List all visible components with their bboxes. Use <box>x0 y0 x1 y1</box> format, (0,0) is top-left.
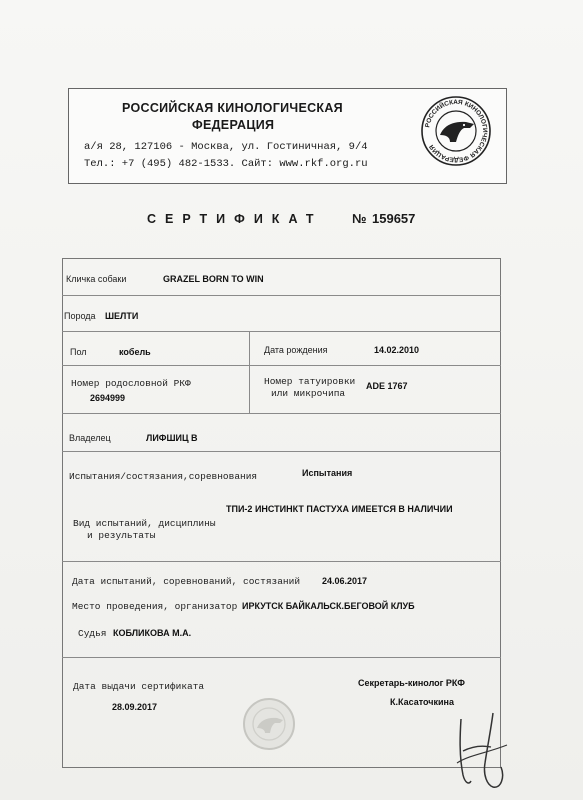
dob-label: Дата рождения <box>264 345 328 355</box>
row-divider <box>62 657 501 658</box>
row-divider <box>62 295 501 296</box>
column-divider <box>249 331 250 413</box>
tattoo-label-line1: Номер татуировки <box>264 376 356 387</box>
org-address: а/я 28, 127106 - Москва, ул. Гостиничная, 9/4 <box>84 141 368 153</box>
row-divider <box>62 451 501 452</box>
org-name-line1: РОССИЙСКАЯ КИНОЛОГИЧЕСКАЯ <box>122 101 343 115</box>
judge-value: КОБЛИКОВА М.А. <box>113 628 192 638</box>
certificate-title: СЕРТИФИКАТ <box>147 212 323 226</box>
place-value: ИРКУТСК БАЙКАЛЬСК.БЕГОВОЙ КЛУБ <box>242 601 415 611</box>
event-type-label: Испытания/состязания,соревнования <box>69 471 258 482</box>
test-type-label-line2: и результаты <box>87 530 156 541</box>
tattoo-value: ADE 1767 <box>366 381 408 391</box>
sex-value: кобель <box>119 347 151 357</box>
dob-value: 14.02.2010 <box>374 345 420 355</box>
sex-label: Пол <box>70 347 87 357</box>
tattoo-label-line2: или микрочипа <box>271 388 346 399</box>
rkf-logo-icon <box>420 95 492 167</box>
signature-icon <box>447 705 515 791</box>
secretary-name: К.Касаточкина <box>390 697 454 707</box>
pedigree-value: 2694999 <box>90 393 126 403</box>
secretary-label: Секретарь-кинолог РКФ <box>358 678 465 688</box>
event-date-value: 24.06.2017 <box>322 576 368 586</box>
place-label: Место проведения, организатор <box>72 601 238 612</box>
svg-text:РОССИЙСКАЯ КИНОЛОГИЧЕСКАЯ ФЕДЕ: РОССИЙСКАЯ КИНОЛОГИЧЕСКАЯ ФЕДЕРАЦИЯ <box>424 98 489 164</box>
owner-label: Владелец <box>69 433 111 443</box>
row-divider <box>62 331 501 332</box>
event-date-label: Дата испытаний, соревнований, состязаний <box>72 576 301 587</box>
dog-name-value: GRAZEL BORN TO WIN <box>163 274 264 284</box>
row-divider <box>62 413 501 414</box>
dog-name-label: Кличка собаки <box>66 274 127 284</box>
owner-value: ЛИФШИЦ В <box>146 433 198 443</box>
row-divider <box>62 365 501 366</box>
test-type-label-line1: Вид испытаний, дисциплины <box>73 518 216 529</box>
embossed-seal-icon <box>242 697 296 751</box>
row-divider <box>62 561 501 562</box>
org-contacts: Тел.: +7 (495) 482-1533. Сайт: www.rkf.org.ru <box>84 158 368 170</box>
breed-label: Порода <box>64 311 96 321</box>
issue-date-label: Дата выдачи сертификата <box>73 681 205 692</box>
breed-value: ШЕЛТИ <box>105 311 139 321</box>
test-type-value: ТПИ-2 ИНСТИНКТ ПАСТУХА ИМЕЕТСЯ В НАЛИЧИИ <box>226 504 453 514</box>
issue-date-value: 28.09.2017 <box>112 702 158 712</box>
event-type-value: Испытания <box>302 468 353 478</box>
pedigree-label: Номер родословной РКФ <box>71 378 191 389</box>
org-name-line2: ФЕДЕРАЦИЯ <box>192 118 275 132</box>
certificate-number-sign: № <box>352 211 367 226</box>
certificate-number: 159657 <box>372 211 416 226</box>
judge-label: Судья <box>78 628 107 639</box>
